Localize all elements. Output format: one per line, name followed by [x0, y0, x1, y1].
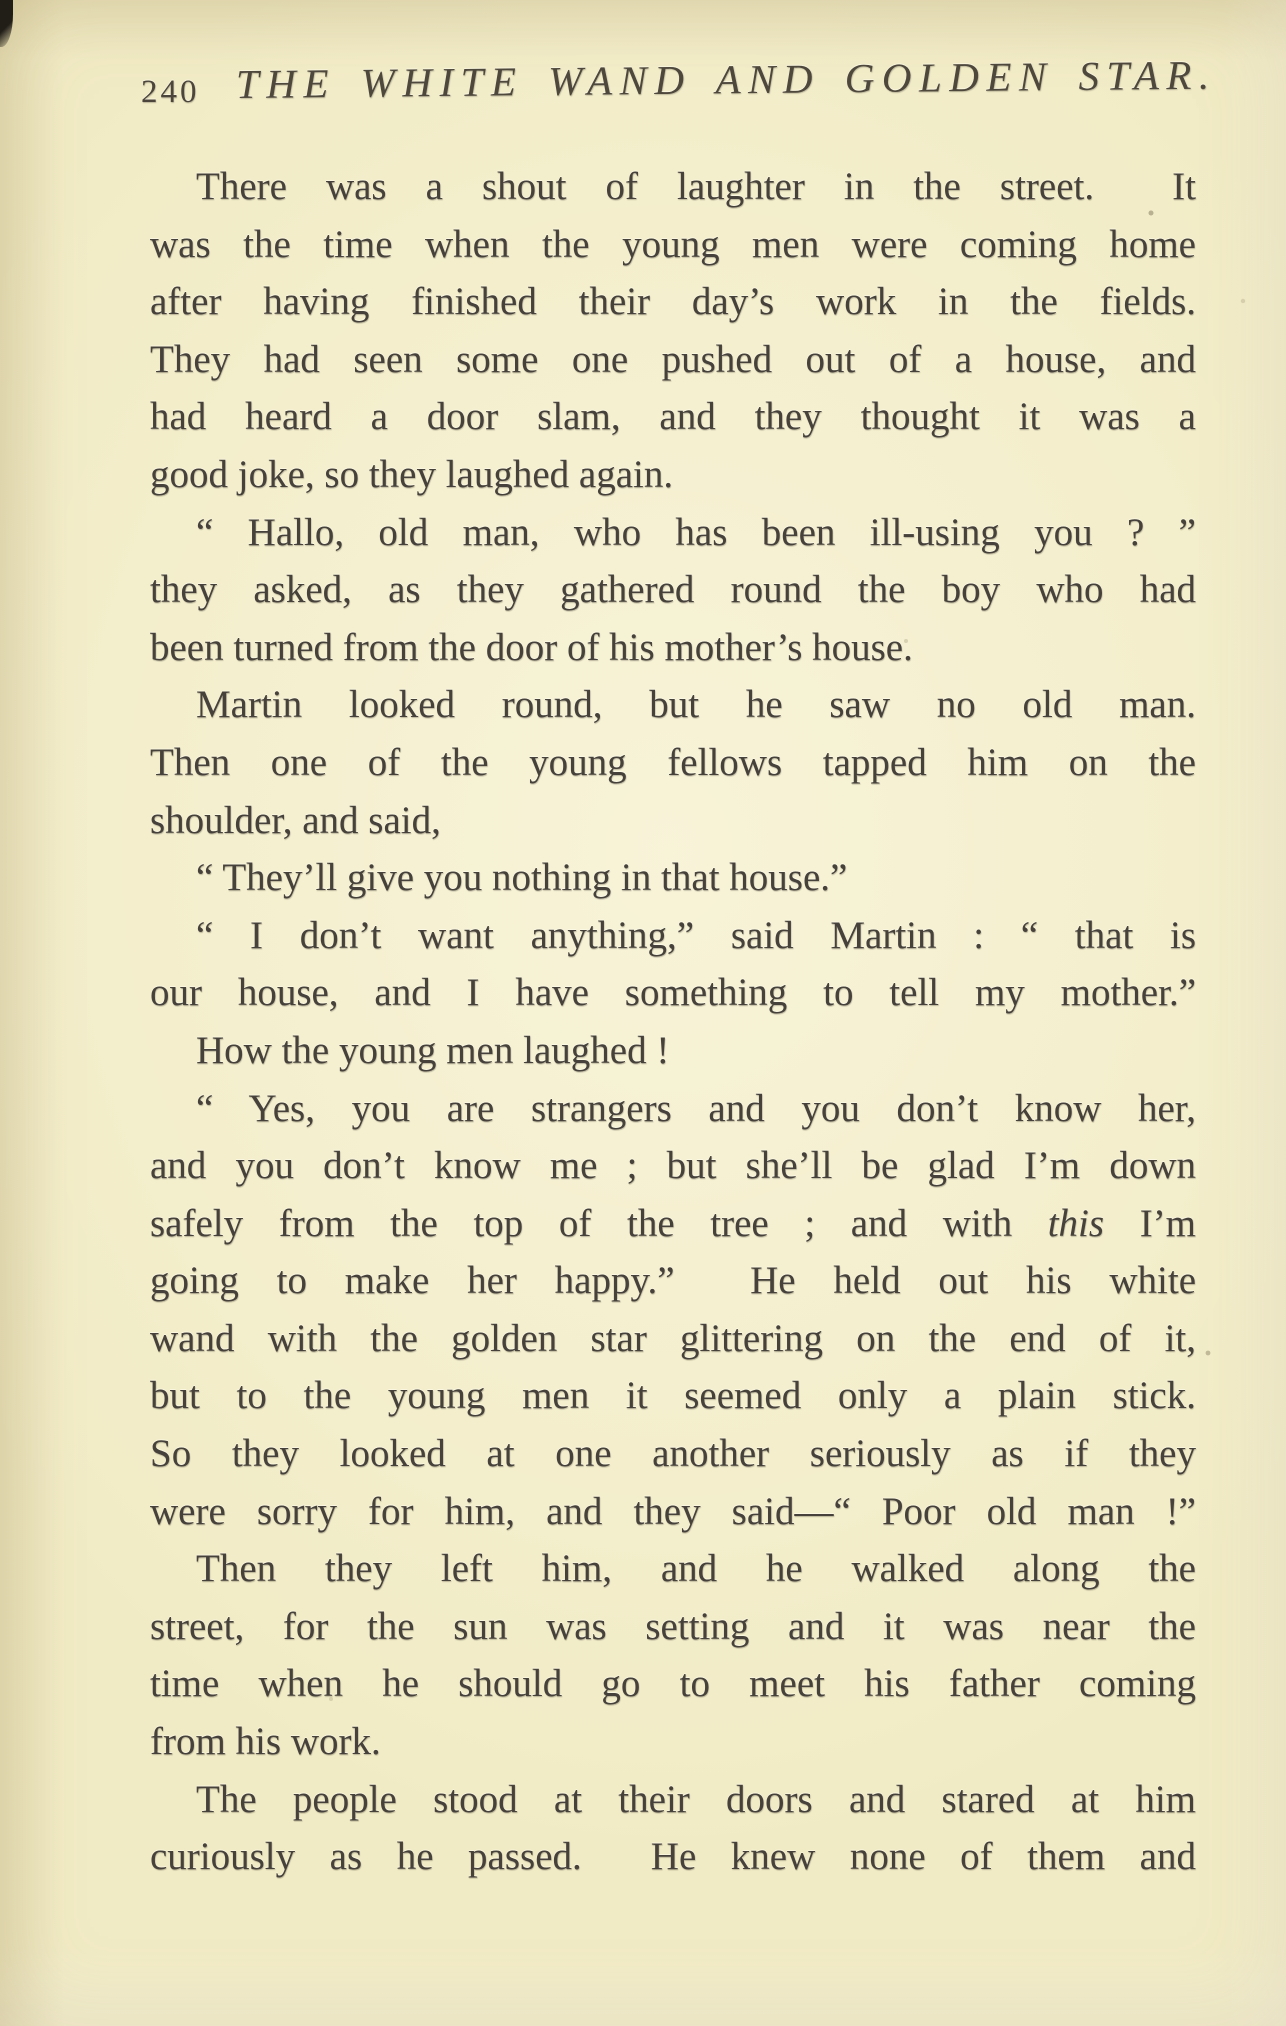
text-line: Then one of the young fellows tapped him on the — [150, 740, 1196, 784]
text-line: So they looked at one another seriously as if they — [150, 1432, 1196, 1476]
scan-corner-artifact — [0, 0, 13, 47]
text-line: They had seen some one pushed out of a house, and — [150, 337, 1196, 381]
text-line: “ Yes, you are strangers and you don’t know her, — [196, 1086, 1196, 1130]
text-line: Martin looked round, but he saw no old man. — [196, 683, 1196, 727]
scan-specks — [0, 0, 2, 2]
text-line: “ I don’t want anything,” said Martin : “ that is — [196, 913, 1196, 957]
text-line: after having finished their day’s work in the fields. — [150, 280, 1196, 324]
running-title: THE WHITE WAND AND GOLDEN STAR. — [235, 51, 1217, 107]
text-line: time when he should go to meet his father coming — [150, 1662, 1196, 1706]
text-line: street, for the sun was setting and it was near the — [150, 1604, 1196, 1648]
page-number: 240 — [141, 74, 200, 110]
text-line: they asked, as they gathered round the boy who had — [150, 568, 1196, 612]
text-line: curiously as he passed. He knew none of them and — [150, 1835, 1196, 1879]
text-line: safely from the top of the tree ; and with this I’m — [150, 1201, 1197, 1245]
text-line: our house, and I have something to tell my mother.” — [150, 971, 1196, 1015]
text-line: There was a shout of laughter in the street. It — [196, 165, 1196, 208]
italic-word: this — [1047, 1201, 1105, 1245]
text-line: been turned from the door of his mother’s house. — [150, 625, 913, 669]
text-line: but to the young men it seemed only a plain stick. — [150, 1374, 1196, 1418]
text-line: “ They’ll give you nothing in that house.” — [196, 856, 848, 900]
text-line: from his work. — [150, 1720, 381, 1764]
text-line: had heard a door slam, and they thought it was a — [150, 395, 1196, 439]
text-line: Then they left him, and he walked along the — [196, 1547, 1196, 1591]
text-line: was the time when the young men were coming home — [150, 222, 1196, 266]
text-line: shoulder, and said, — [150, 798, 441, 842]
text-line: good joke, so they laughed again. — [150, 452, 674, 496]
text-line: “ Hallo, old man, who has been ill-using you ? ” — [196, 510, 1196, 554]
text-line: were sorry for him, and they said—“ Poor old man !” — [150, 1489, 1196, 1533]
text-line: going to make her happy.” He held out his white — [150, 1259, 1196, 1303]
text-line: How the young men laughed ! — [196, 1028, 670, 1072]
text-line: wand with the golden star glittering on the end of it, — [150, 1316, 1196, 1360]
text-line: and you don’t know me ; but she’ll be glad I’m down — [150, 1144, 1196, 1188]
text-block — [150, 158, 1196, 1886]
text-line: The people stood at their doors and stared at him — [196, 1777, 1196, 1821]
